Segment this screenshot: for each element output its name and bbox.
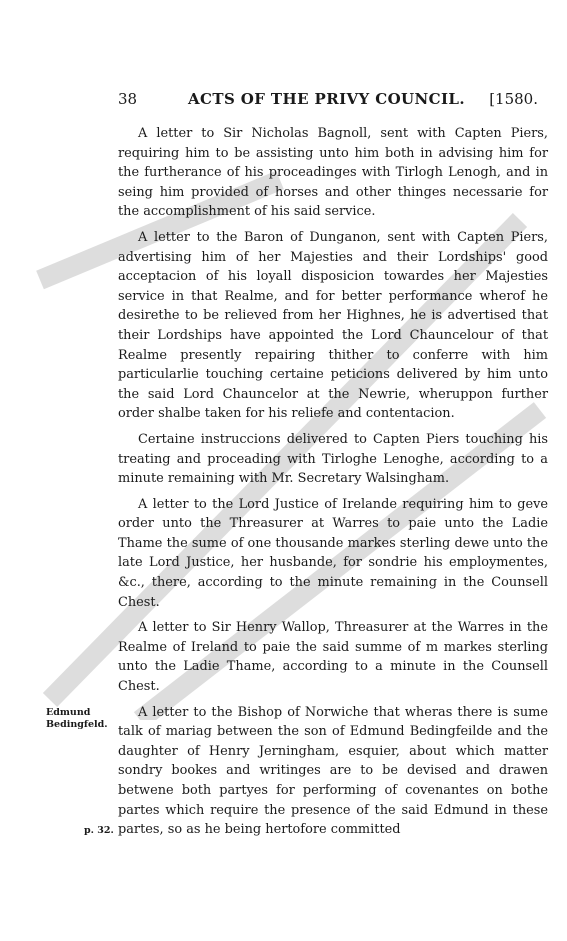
margin-note — [46, 707, 112, 731]
running-title: ACTS OF THE PRIVY COUNCIL. — [188, 90, 465, 108]
paragraph: A letter to the Bishop of Norwiche that wheras there is sume talk of mariag between the son of Edmund Bedingfeilde and the daughter of Henry Jerningham, esquier, about which matter sondry bookes and writinges are to be devised and drawen betwene both partyes for performing of covenantes on bothe partes which require the presence of the said Edmund in these partes, so as he being hertofore committed — [118, 704, 548, 838]
margin-note-line: Bedingfeld. — [46, 719, 108, 730]
paragraph: Certaine instruccions delivered to Capten Piers touching his treating and proceading with Tirloghe Lenoghe, according to a minute remaining with Mr. Secretary Walsingham. — [118, 431, 548, 487]
page-reference: p. 32. — [84, 825, 114, 836]
margin-note-line: Edmund — [46, 707, 91, 718]
header-year: [1580. — [489, 90, 538, 108]
paragraph: A letter to Sir Henry Wallop, Threasurer at the Warres in the Realme of Ireland to paie the said summe of m markes sterling unto the Ladie Thame, according to a minute in the Counsell Chest. — [118, 620, 548, 695]
paragraph: A letter to the Baron of Dunganon, sent with Capten Piers, advertising him of her Majesties and their Lordships' good acceptacion of his loyall disposicion towardes her Majesties service in that Realme, and for better performance wherof he desirethe to be relieved from her Highnes, he is advertised that their Lordships have appointed the Lord Chauncelour of that Realme presently repairing thither to conferre with him particularlie touching certaine peticions delivered by him unto the said Lord Chauncelor at the Newrie, wheruppon further order shalbe taken for his reliefe and contentacion. — [118, 229, 548, 422]
running-header — [118, 88, 550, 110]
page-number: 38 — [118, 90, 138, 108]
paragraph: A letter to Sir Nicholas Bagnoll, sent with Capten Piers, requiring him to be assisting unto him both in advising him for the furtherance of his proceadinges with Tirlogh Lenogh, and in seing him provided of horses and other thinges necessarie for the accomplishment of his said service. — [118, 126, 548, 220]
body-text — [118, 124, 548, 846]
paragraph: A letter to the Lord Justice of Irelande requiring him to geve order unto the Threasurer at Warres to paie unto the Ladie Thame the sume of one thousande markes sterling dewe unto the late Lord Justice, her husbande, for sondrie his employmentes, &c., there, according to the minute remaining in the Counsell Chest. — [118, 496, 548, 610]
